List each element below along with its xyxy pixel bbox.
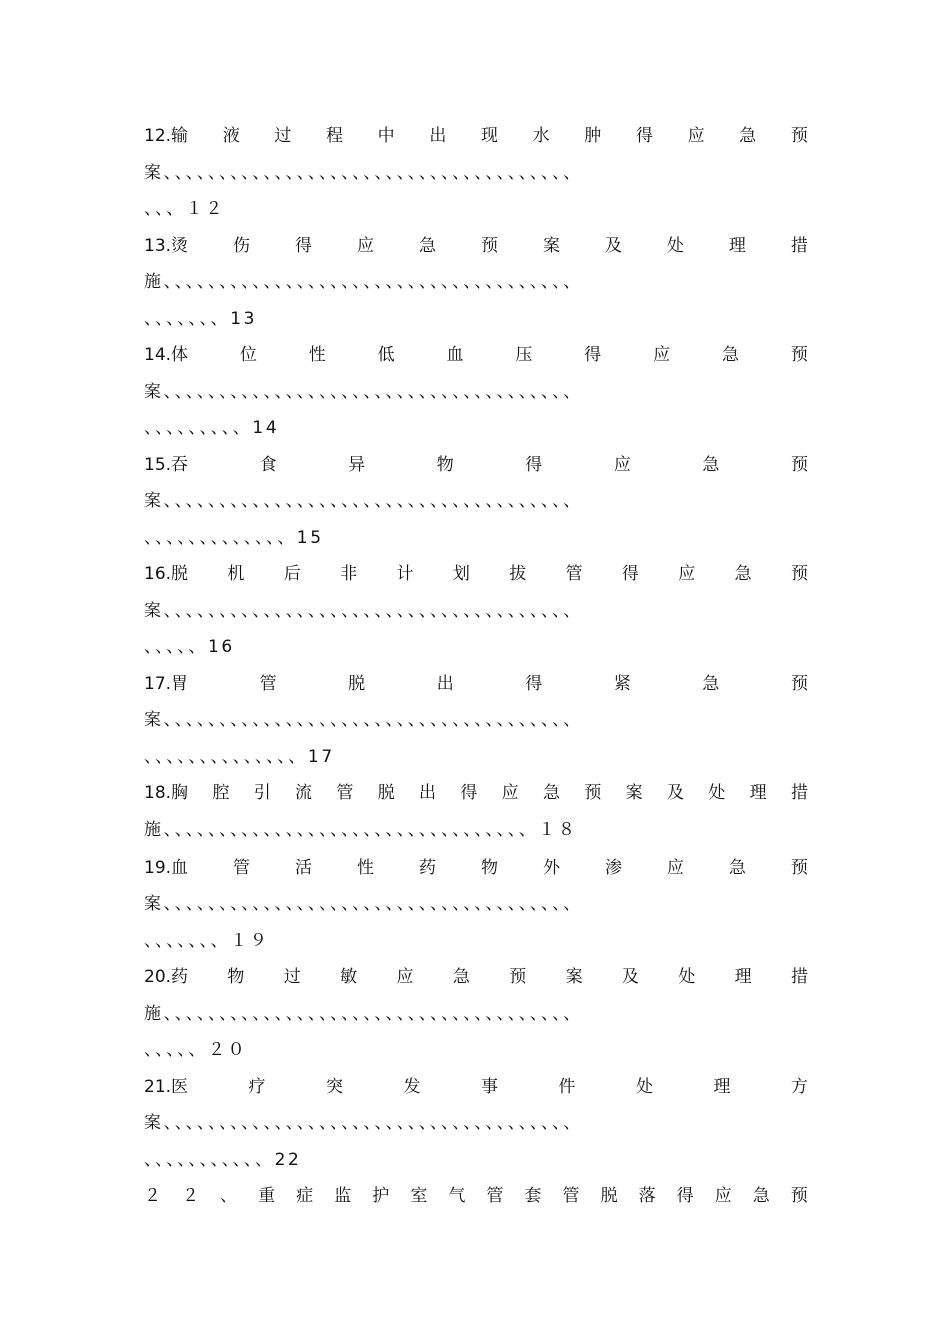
toc-title-char: 件 (558, 1076, 576, 1097)
toc-title-char: 外 (542, 857, 560, 878)
toc-title-char: 药 (418, 857, 436, 878)
toc-title-char: 过 (274, 126, 292, 146)
toc-entry-leader-line: 施、、、、、、、、、、、、、、、、、、、、、、、、、、、、、、、、、、、、、 (144, 1003, 583, 1024)
toc-entry[interactable] (144, 775, 808, 850)
toc-entry[interactable] (144, 118, 808, 228)
toc-title-char: 得 (584, 345, 602, 365)
toc-title-char: 水 (532, 126, 550, 146)
toc-title-char: 护 (372, 1186, 390, 1206)
toc-title-char: 案 (565, 967, 583, 987)
toc-entry-title-line (144, 228, 808, 265)
toc-entry[interactable] (144, 556, 808, 666)
toc-title-char: 过 (283, 967, 301, 987)
toc-title-char: 脱 (377, 783, 395, 803)
toc-title-char: 性 (308, 345, 326, 365)
toc-title-char: 理 (734, 967, 752, 987)
toc-title-char: 急 (702, 673, 720, 694)
toc-entry-number: 16. (144, 564, 172, 584)
toc-title-char: 出 (436, 673, 454, 694)
toc-title-char: 理 (728, 235, 746, 256)
toc-title-char: 急 (739, 126, 757, 146)
toc-title-char: 异 (348, 454, 366, 475)
toc-title-char: 胸 (171, 783, 189, 803)
toc-entry-leader-line: 案、、、、、、、、、、、、、、、、、、、、、、、、、、、、、、、、、、、、、 (144, 710, 583, 730)
toc-entry-number: 12. (144, 126, 172, 146)
toc-title-char: 物 (436, 454, 454, 475)
toc-entry-page-line: 、、、、、、、、、、、22 (144, 1149, 302, 1170)
toc-entry-page-line: 、、、、、、、１９ (144, 930, 270, 951)
toc-title-char: 事 (480, 1076, 498, 1097)
toc-entry-page-line: 、、、、、、、、、、、、、15 (144, 527, 324, 548)
toc-entry-leader-line: 案、、、、、、、、、、、、、、、、、、、、、、、、、、、、、、、、、、、、、 (144, 491, 583, 511)
toc-entry[interactable] (144, 228, 808, 338)
toc-entry[interactable] (144, 447, 808, 557)
toc-title-char: 处 (635, 1076, 653, 1097)
toc-title-char: 预 (791, 564, 808, 584)
toc-title-char: 胃 (171, 673, 189, 694)
toc-title-char: 急 (702, 454, 720, 475)
toc-entry-title-line (144, 1178, 808, 1215)
toc-title-char: 案 (542, 235, 560, 256)
toc-title-char: 程 (326, 126, 344, 146)
toc-title-char: 得 (525, 454, 543, 475)
toc-title-char: 得 (635, 126, 653, 146)
toc-title-char: 血 (446, 345, 464, 365)
toc-title-char: 渗 (604, 857, 622, 878)
toc-title-char: 计 (396, 564, 414, 584)
toc-title-char: 医 (171, 1076, 189, 1097)
toc-title-char: 重 (258, 1186, 276, 1206)
toc-title-char: 机 (227, 564, 245, 584)
toc-title-char: 伤 (233, 235, 251, 256)
toc-entry-leader-line: 施、、、、、、、、、、、、、、、、、、、、、、、、、、、、、、、、、１８ (144, 819, 578, 840)
toc-title-char: 流 (295, 783, 313, 803)
toc-entry-title-line (144, 775, 808, 812)
toc-title-char: 应 (687, 126, 705, 146)
toc-title-char: 烫 (171, 235, 189, 256)
toc-title-char: 、 (220, 1186, 238, 1206)
toc-title-char: 措 (790, 235, 808, 256)
toc-entry-page-line: 、、、、、、、、、14 (144, 418, 280, 438)
toc-title-char: 及 (666, 783, 684, 803)
toc-entry-page-line: 、、、、、、、13 (144, 308, 258, 329)
toc-title-char: 非 (340, 564, 358, 584)
toc-title-char: 突 (326, 1076, 344, 1097)
toc-title-char: 性 (357, 857, 374, 878)
toc-entry-number: 14. (144, 345, 172, 365)
table-of-contents (144, 118, 808, 1215)
toc-title-char: 敏 (340, 967, 358, 987)
toc-title-char: 疗 (248, 1076, 266, 1097)
toc-entry-title-line (144, 556, 808, 593)
toc-title-char: 应 (678, 564, 696, 584)
toc-title-char: 套 (524, 1186, 542, 1206)
toc-entry-number: 20. (144, 967, 172, 987)
toc-entry-number: 19. (144, 857, 172, 878)
toc-title-char: 预 (790, 345, 808, 365)
toc-title-char: 管 (562, 1186, 580, 1206)
toc-entry-page-line: 、、、、、、、、、、、、、、17 (144, 746, 335, 767)
toc-title-char: 划 (452, 564, 470, 584)
toc-title-char: 现 (480, 126, 498, 146)
toc-title-char: 预 (480, 235, 498, 256)
toc-title-char: 得 (621, 564, 639, 584)
toc-title-char: 出 (429, 126, 447, 146)
toc-title-char: 急 (418, 235, 436, 256)
toc-title-char: 应 (666, 857, 684, 878)
toc-entry-leader-line: 案、、、、、、、、、、、、、、、、、、、、、、、、、、、、、、、、、、、、、 (144, 162, 583, 183)
toc-title-char: 措 (791, 967, 808, 987)
toc-title-char: 急 (728, 857, 746, 878)
toc-title-char: 后 (283, 564, 301, 584)
toc-entry[interactable] (144, 666, 808, 776)
toc-title-char: 管 (233, 857, 251, 878)
toc-entry-title-line (144, 666, 808, 703)
toc-title-char: 处 (678, 967, 696, 987)
toc-title-char: 预 (509, 967, 527, 987)
toc-entry-leader-line: 施、、、、、、、、、、、、、、、、、、、、、、、、、、、、、、、、、、、、、 (144, 272, 583, 292)
toc-title-char: 体 (171, 345, 189, 365)
toc-title-char: 应 (396, 967, 414, 987)
toc-title-char: 预 (790, 454, 808, 475)
toc-title-char: 紧 (613, 673, 631, 694)
toc-title-char: 急 (734, 564, 752, 584)
toc-title-char: 管 (486, 1186, 504, 1206)
toc-title-char: 案 (625, 783, 643, 803)
toc-title-char: 预 (790, 673, 808, 694)
toc-title-char: ２ (182, 1186, 200, 1206)
toc-title-char: 脱 (348, 673, 366, 694)
toc-title-char: 急 (722, 345, 740, 365)
toc-title-char: 及 (621, 967, 639, 987)
toc-title-char: 脱 (600, 1186, 618, 1206)
toc-title-char: 位 (239, 345, 257, 365)
toc-title-char: 血 (171, 857, 189, 878)
toc-title-char: 急 (752, 1186, 770, 1206)
toc-title-char: 预 (790, 126, 808, 146)
toc-title-char: 物 (480, 857, 498, 878)
toc-entry-leader-line: 案、、、、、、、、、、、、、、、、、、、、、、、、、、、、、、、、、、、、、 (144, 600, 583, 621)
toc-entry-number: 13. (144, 235, 172, 256)
toc-title-char: 物 (227, 967, 245, 987)
toc-title-char: 管 (259, 673, 277, 694)
toc-entry[interactable] (144, 337, 808, 447)
toc-title-char: 处 (666, 235, 684, 256)
toc-title-char: 吞 (171, 454, 189, 475)
toc-title-char: 引 (253, 783, 271, 803)
toc-title-char: 活 (295, 857, 313, 878)
toc-title-char: 理 (713, 1076, 731, 1097)
toc-entry-number: 21. (144, 1076, 172, 1097)
toc-title-char: 气 (448, 1186, 466, 1206)
toc-title-char: 及 (604, 235, 622, 256)
toc-title-char: 得 (460, 783, 478, 803)
toc-title-char: 低 (377, 345, 395, 365)
toc-entry[interactable] (144, 1069, 808, 1179)
toc-entry-leader-line: 案、、、、、、、、、、、、、、、、、、、、、、、、、、、、、、、、、、、、、 (144, 381, 583, 402)
toc-title-char: 中 (377, 126, 395, 146)
toc-title-char: 发 (403, 1076, 421, 1097)
toc-title-char: 症 (296, 1186, 314, 1206)
toc-title-char: 管 (565, 564, 583, 584)
toc-title-char: 预 (584, 783, 602, 803)
toc-title-char: 出 (419, 783, 437, 803)
toc-entry-title-line (144, 447, 808, 484)
toc-entry-leader-line: 案、、、、、、、、、、、、、、、、、、、、、、、、、、、、、、、、、、、、、 (144, 1113, 583, 1133)
toc-title-char: 监 (334, 1186, 352, 1206)
toc-title-char: 室 (410, 1186, 428, 1206)
toc-title-char: 急 (543, 783, 560, 803)
toc-entry[interactable] (144, 1178, 808, 1215)
toc-title-char: 得 (295, 235, 313, 256)
toc-title-char: 处 (708, 783, 726, 803)
toc-title-char: 预 (790, 857, 808, 878)
toc-title-char: 应 (653, 345, 671, 365)
toc-title-char: 管 (336, 783, 354, 803)
toc-title-char: 应 (714, 1186, 732, 1206)
toc-title-char: 落 (638, 1186, 656, 1206)
toc-title-char: 理 (749, 783, 767, 803)
toc-title-char: 应 (613, 454, 631, 475)
toc-entry[interactable] (144, 959, 808, 1069)
toc-entry[interactable] (144, 850, 808, 960)
toc-title-char: 方 (790, 1076, 808, 1097)
toc-title-char: 拔 (509, 564, 527, 584)
toc-entry-title-line (144, 1069, 808, 1106)
toc-entry-leader-line: 案、、、、、、、、、、、、、、、、、、、、、、、、、、、、、、、、、、、、、 (144, 894, 583, 914)
toc-title-char: 得 (676, 1186, 694, 1206)
toc-title-char: 输 (171, 126, 189, 146)
toc-entry-number: 18. (144, 783, 172, 803)
toc-entry-title-line (144, 118, 808, 155)
toc-entry-page-line: 、、、、、２０ (144, 1040, 248, 1060)
toc-title-char: 食 (259, 454, 277, 475)
toc-title-char: 腔 (212, 783, 230, 803)
toc-title-char: 液 (222, 126, 240, 146)
toc-title-char: 急 (452, 967, 470, 987)
toc-title-char: 措 (790, 783, 808, 803)
toc-title-char: 应 (501, 783, 519, 803)
toc-title-char: 药 (171, 967, 189, 987)
toc-entry-number: 17. (144, 673, 172, 694)
toc-title-char: ２ (144, 1186, 161, 1206)
toc-title-char: 得 (525, 673, 543, 694)
toc-title-char: 预 (790, 1186, 808, 1206)
toc-entry-title-line (144, 337, 808, 374)
toc-title-char: 脱 (171, 564, 189, 584)
toc-entry-title-line (144, 850, 808, 887)
toc-title-char: 应 (357, 235, 374, 256)
toc-title-char: 压 (515, 345, 533, 365)
toc-entry-title-line (144, 959, 808, 996)
toc-entry-page-line: 、、、１２ (144, 199, 225, 219)
toc-entry-number: 15. (144, 454, 172, 475)
toc-title-char: 肿 (584, 126, 602, 146)
toc-entry-page-line: 、、、、、16 (144, 637, 235, 657)
